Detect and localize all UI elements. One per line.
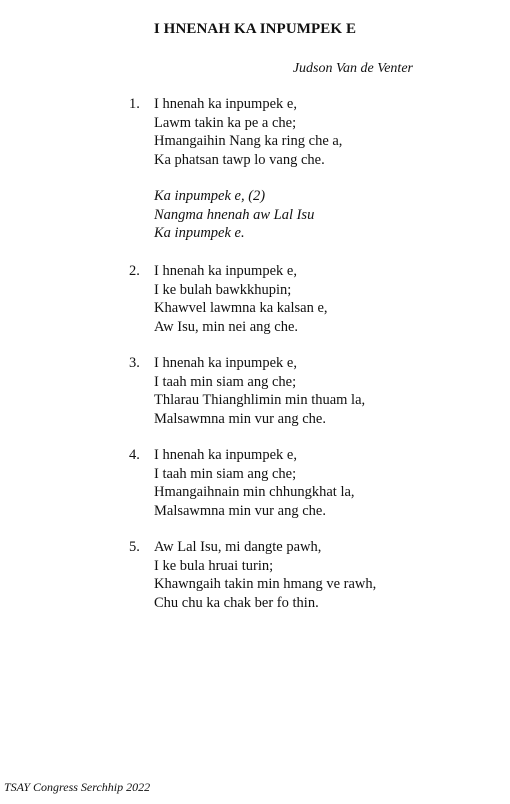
verse-line: Thlarau Thianghlimin min thuam la, bbox=[154, 392, 366, 408]
verse-line: Aw Isu, min nei ang che. bbox=[154, 318, 299, 335]
verse-line: Chu chu ka chak ber fo thin. bbox=[154, 594, 319, 611]
verse-line: I taah min siam ang che; bbox=[154, 465, 297, 482]
chorus-line: Ka inpumpek e, (2) bbox=[154, 188, 266, 204]
verse-line: Lawm takin ka pe a che; bbox=[154, 114, 297, 131]
hymn-title: I HNENAH KA INPUMPEK E bbox=[153, 21, 357, 37]
verse-line: Khawvel lawmna ka kalsan e, bbox=[154, 300, 328, 316]
verse-number: 4. bbox=[129, 447, 140, 463]
verse-line: Malsawmna min vur ang che. bbox=[154, 410, 326, 427]
verse-line: I hnenah ka inpumpek e, bbox=[154, 447, 297, 463]
verse-number: 1. bbox=[129, 96, 140, 112]
verse-number: 5. bbox=[129, 539, 140, 555]
verse-line: Malsawmna min vur ang che. bbox=[154, 502, 326, 519]
verse-line: I taah min siam ang che; bbox=[154, 373, 297, 390]
verse-line: Khawngaih takin min hmang ve rawh, bbox=[154, 576, 377, 592]
verse-line: I hnenah ka inpumpek e, bbox=[154, 263, 297, 279]
verse-line: I hnenah ka inpumpek e, bbox=[154, 355, 297, 371]
verse-line: I ke bulah bawkkhupin; bbox=[154, 281, 292, 298]
verse-line: Hmangaihnain min chhungkhat la, bbox=[154, 484, 355, 500]
chorus-line: Ka inpumpek e. bbox=[154, 225, 245, 241]
verse-line: I ke bula hruai turin; bbox=[154, 557, 274, 574]
verse-number: 3. bbox=[129, 355, 140, 371]
chorus bbox=[154, 187, 314, 243]
verse-line: I hnenah ka inpumpek e, bbox=[154, 96, 297, 112]
verse-line: Hmangaihin Nang ka ring che a, bbox=[154, 133, 343, 149]
verse-line: Aw Lal Isu, mi dangte pawh, bbox=[154, 539, 322, 555]
verse-number: 2. bbox=[129, 263, 140, 279]
author-credit: Judson Van de Venter bbox=[292, 61, 413, 76]
verse-line: Ka phatsan tawp lo vang che. bbox=[154, 151, 325, 168]
footer-credit: TSAY Congress Serchhip 2022 bbox=[4, 780, 151, 794]
chorus-line: Nangma hnenah aw Lal Isu bbox=[154, 206, 315, 223]
